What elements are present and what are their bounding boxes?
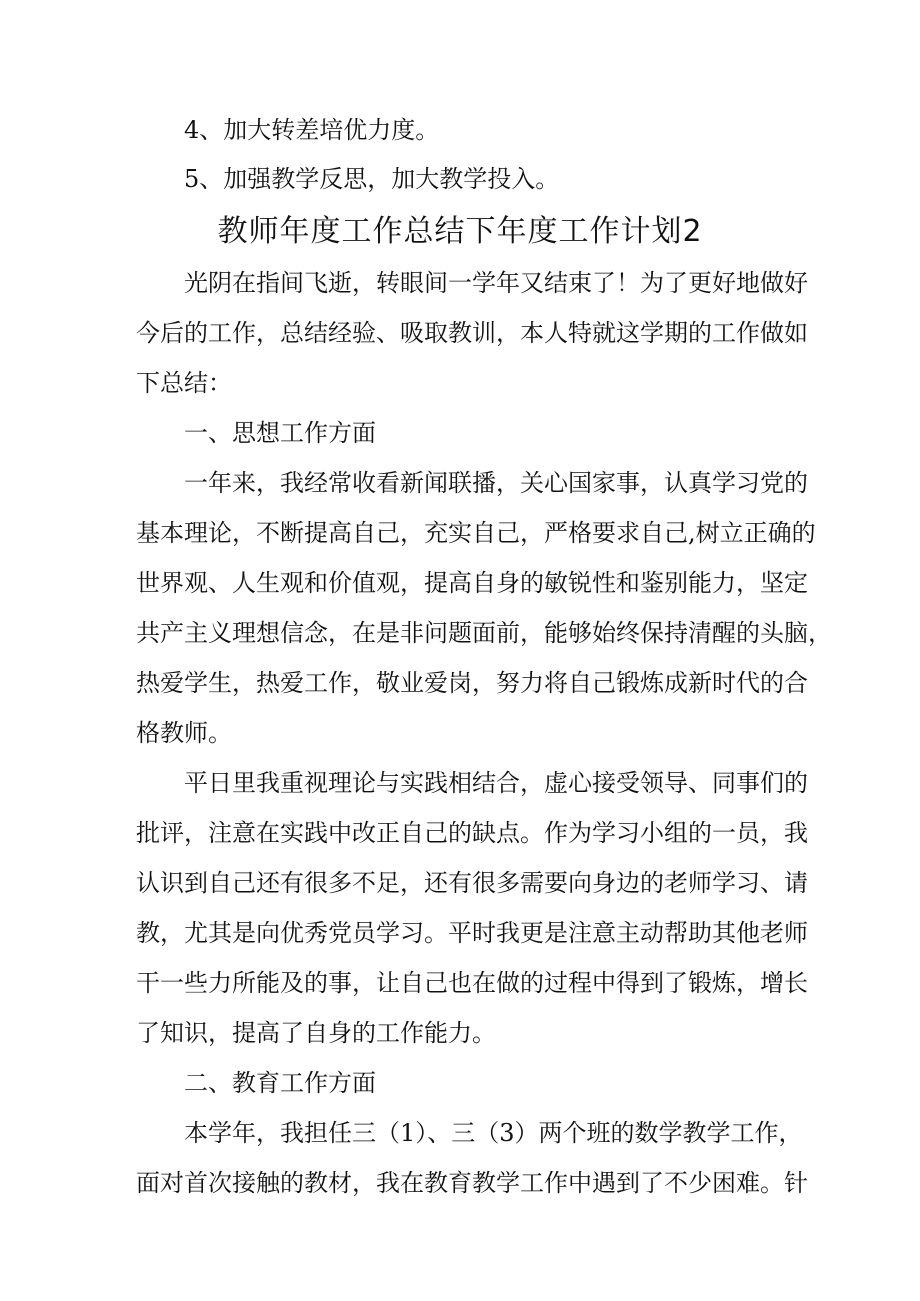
section-heading-2: 二、教育工作方面 — [184, 1069, 376, 1097]
paragraph-3-line-4: 教，尤其是向优秀党员学习。平时我更是注意主动帮助其他老师 — [136, 919, 808, 947]
paragraph-3-line-3: 认识到自己还有很多不足，还有很多需要向身边的老师学习、请 — [136, 869, 808, 897]
paragraph-4-line-2: 面对首次接触的教材，我在教育教学工作中遇到了不少困难。针 — [136, 1169, 808, 1197]
list-item-5: 5、加强教学反思，加大教学投入。 — [184, 165, 560, 193]
paragraph-4-line-1: 本学年，我担任三（1）、三（3）两个班的数学教学工作， — [184, 1119, 803, 1147]
list-item-4: 4、加大转差培优力度。 — [184, 116, 440, 144]
paragraph-1-line-1: 光阴在指间飞逝，转眼间一学年又结束了！为了更好地做好 — [184, 269, 808, 297]
paragraph-2-line-2: 基本理论，不断提高自己，充实自己，严格要求自己,树立正确的 — [136, 519, 816, 547]
paragraph-3-line-5: 干一些力所能及的事，让自己也在做的过程中得到了锻炼，增长 — [136, 969, 808, 997]
paragraph-2-line-6: 格教师。 — [136, 719, 232, 747]
paragraph-3-line-1: 平日里我重视理论与实践相结合，虚心接受领导、同事们的 — [184, 769, 808, 797]
section-heading-1: 一、思想工作方面 — [184, 419, 376, 447]
paragraph-2-line-5: 热爱学生，热爱工作，敬业爱岗，努力将自己锻炼成新时代的合 — [136, 669, 808, 697]
paragraph-1-line-2: 今后的工作，总结经验、吸取教训，本人特就这学期的工作做如 — [136, 319, 808, 347]
paragraph-3-line-2: 批评，注意在实践中改正自己的缺点。作为学习小组的一员，我 — [136, 819, 808, 847]
paragraph-2-line-3: 世界观、人生观和价值观，提高自身的敏锐性和鉴别能力，坚定 — [136, 569, 808, 597]
paragraph-3-line-6: 了知识，提高了自身的工作能力。 — [136, 1019, 496, 1047]
paragraph-2-line-1: 一年来，我经常收看新闻联播，关心国家事，认真学习党的 — [184, 469, 808, 497]
paragraph-2-line-4: 共产主义理想信念，在是非问题面前，能够始终保持清醒的头脑， — [136, 619, 832, 647]
document-title: 教师年度工作总结下年度工作计划2 — [217, 214, 703, 249]
paragraph-1-line-3: 下总结： — [136, 369, 232, 397]
